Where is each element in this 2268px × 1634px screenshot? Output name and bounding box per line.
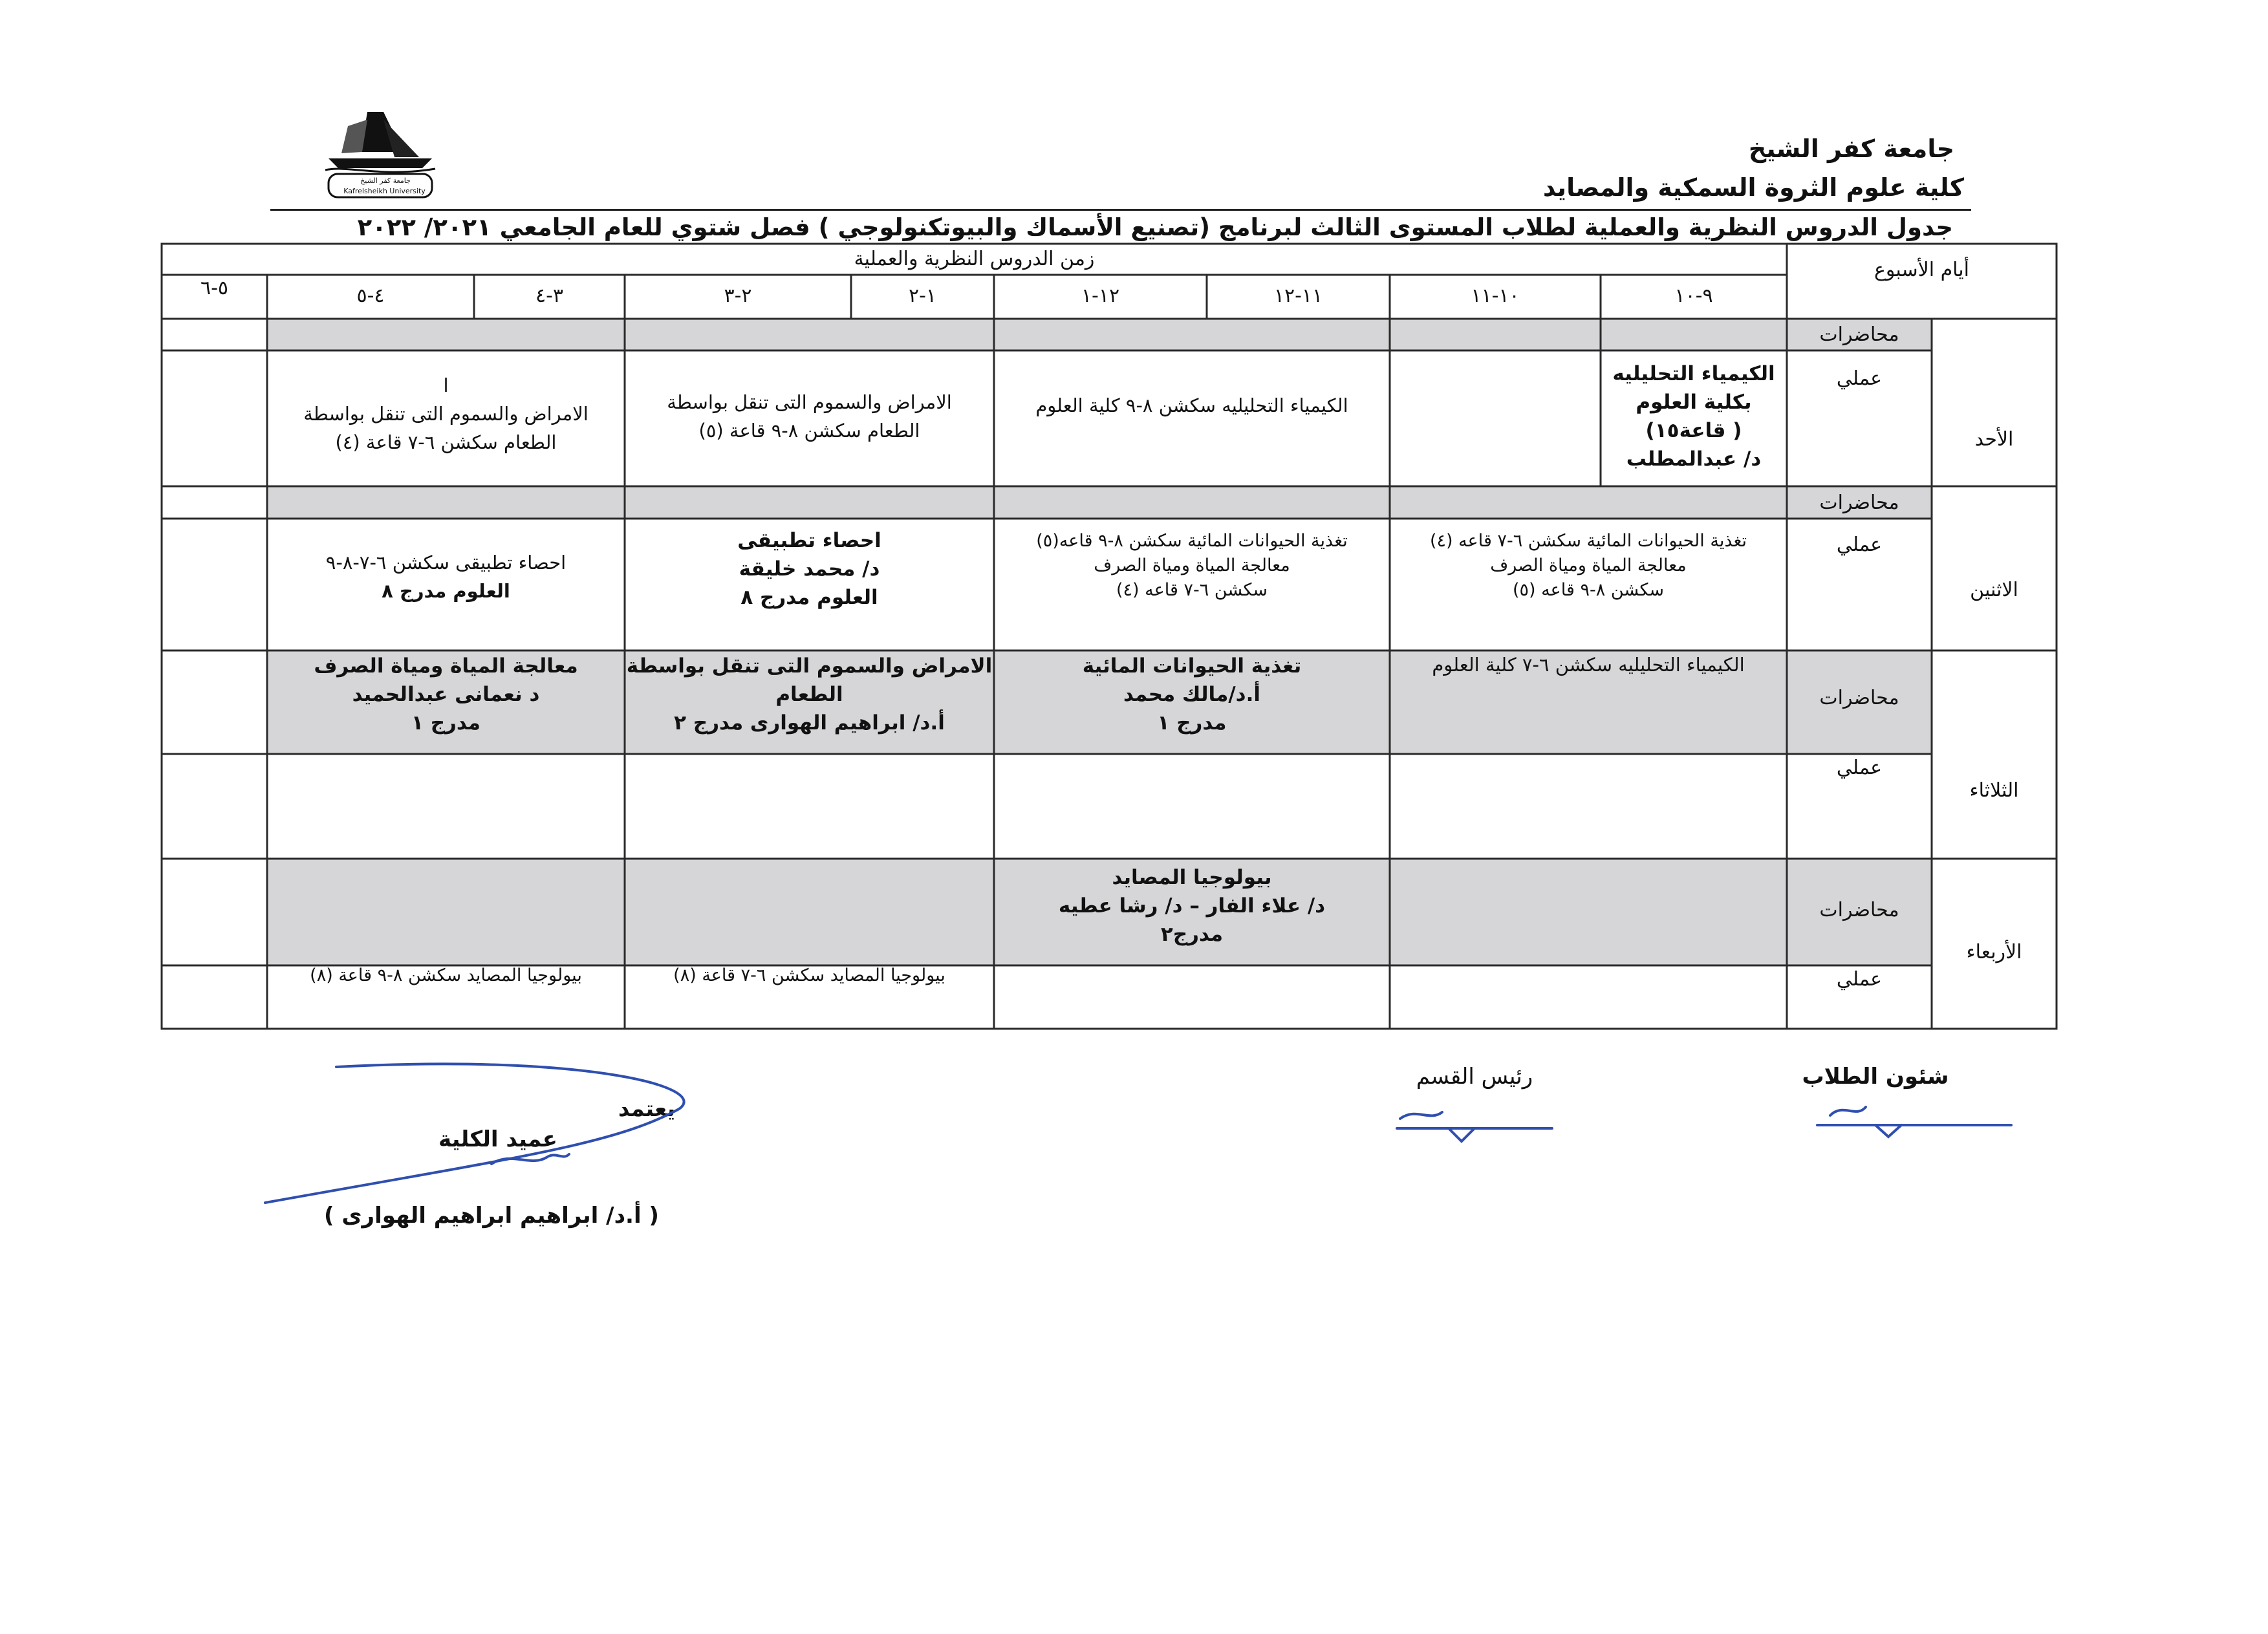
- slot-3-4: ٣-٤: [535, 285, 564, 307]
- cell-line: د نعمانى عبدالحميد: [352, 683, 540, 706]
- dean-name: ( أ.د/ ابراهيم ابراهيم الهوارى ): [324, 1203, 659, 1229]
- cell-line: بيولوجيا المصايد سكشن ٨-٩ قاعة (٨): [310, 965, 582, 985]
- cell-line: معالجة المياة ومياة الصرف: [1490, 555, 1687, 575]
- page-title: جدول الدروس النظرية والعملية لطلاب المستوى الثالث لبرنامج (تصنيع الأسماك والبيوتكنولوجي ) فصل شتوي للعام الجامعي ٢٠٢١/ ٢٠٢٢: [357, 213, 1953, 241]
- cell-line: د/ محمد خليقة: [739, 557, 880, 581]
- cell-line: الامراض والسموم التى تنقل بواسطة: [667, 391, 952, 413]
- cell-line: ا: [443, 374, 449, 396]
- cell-line: الكيمياء التحليليه سكشن ٦-٧ كلية العلوم: [1432, 654, 1745, 676]
- slot-10-11: ١٠-١١: [1471, 285, 1520, 307]
- cell-line: مدرج٢: [1160, 923, 1224, 946]
- tue-practical-label: عملي: [1836, 757, 1883, 779]
- day-monday: الاثنين: [1970, 579, 2018, 601]
- cell-line: احصاء تطبيقى سكشن ٦-٧-٨-٩: [325, 552, 567, 574]
- university-name: جامعة كفر الشيخ: [1748, 134, 1954, 163]
- cell-line: بكلية العلوم: [1636, 391, 1752, 414]
- cell-line: بيولوجيا المصايد: [1112, 866, 1272, 889]
- mon-practical-label: عملي: [1836, 533, 1883, 556]
- cell-line: العلوم مدرج ٨: [382, 580, 510, 602]
- slot-12-1: ١٢-١: [1081, 285, 1120, 307]
- sun-lecture-label: محاضرات: [1819, 323, 1899, 346]
- day-wednesday: الأربعاء: [1966, 941, 2022, 963]
- slot-5-6: ٥-٦: [200, 277, 229, 299]
- dean-signature-curve: [265, 1064, 684, 1203]
- cell-line: معالجة المياة ومياة الصرف: [314, 654, 578, 678]
- cell-line: مدرج ١: [411, 711, 481, 735]
- day-sunday: الأحد: [1974, 428, 2014, 451]
- sun-practical-label: عملي: [1836, 367, 1883, 390]
- cell-line: د/ عبدالمطلب: [1626, 447, 1762, 471]
- mon-lecture-label: محاضرات: [1819, 491, 1899, 514]
- slot-2-3: ٢-٣: [724, 285, 752, 307]
- logo-subtext: Kafrelsheikh University: [343, 187, 426, 195]
- wed-practical-label: عملي: [1836, 968, 1883, 991]
- cell-line: الكيمياء التحليليه: [1612, 362, 1775, 385]
- dept-head-label: رئيس القسم: [1416, 1064, 1533, 1090]
- cell-line: تغذية الحيوانات المائية: [1082, 654, 1302, 678]
- cell-line: الطعام: [775, 683, 843, 706]
- time-header: زمن الدروس النظرية والعملية: [854, 248, 1095, 270]
- approve-label: يعتمد: [618, 1096, 676, 1122]
- slot-9-10: ٩-١٠: [1674, 285, 1713, 307]
- cell-line: سكشن ٦-٧ قاعه (٤): [1116, 580, 1268, 600]
- student-affairs-label: شئون الطلاب: [1802, 1064, 1949, 1090]
- cell-line: بيولوجيا المصايد سكشن ٦-٧ قاعة (٨): [673, 965, 945, 985]
- cell-line: أ.د/مالك محمد: [1123, 683, 1260, 706]
- slot-11-12: ١١-١٢: [1273, 285, 1323, 307]
- tue-lecture-label: محاضرات: [1819, 687, 1899, 709]
- cell-line: د/ علاء الفار – د/ رشا عطيه: [1058, 894, 1326, 918]
- cell-line: سكشن ٨-٩ قاعه (٥): [1512, 580, 1665, 600]
- day-tuesday: الثلاثاء: [1969, 779, 2019, 802]
- cell-line: تغذية الحيوانات المائية سكشن ٦-٧ قاعه (٤): [1429, 531, 1747, 551]
- student-affairs-signature: [1830, 1107, 1901, 1137]
- logo-text: جامعة كفر الشيخ: [360, 177, 411, 185]
- cell-line: أ.د/ ابراهيم الهوارى مدرج ٢: [674, 711, 945, 735]
- slot-1-2: ١-٢: [908, 285, 937, 307]
- cell-line: الطعام سكشن ٦-٧ قاعة (٤): [335, 431, 557, 453]
- slot-4-5: ٤-٥: [356, 285, 385, 307]
- dept-head-signature: [1400, 1112, 1474, 1141]
- cell-line: العلوم مدرج ٨: [740, 586, 878, 609]
- cell-line: معالجة المياة ومياة الصرف: [1094, 555, 1290, 575]
- wed-lecture-label: محاضرات: [1819, 899, 1899, 921]
- cell-line: الطعام سكشن ٨-٩ قاعة (٥): [698, 420, 920, 442]
- cell-line: الكيمياء التحليليه سكشن ٨-٩ كلية العلوم: [1035, 394, 1348, 416]
- cell-line: الامراض والسموم التى تنقل بواسطة: [626, 654, 993, 678]
- cell-line: مدرج ١: [1157, 711, 1227, 735]
- faculty-name: كلية علوم الثروة السمكية والمصايد: [1542, 173, 1964, 202]
- cell-line: الامراض والسموم التى تنقل بواسطة: [303, 403, 589, 425]
- days-header: أيام الأسبوع: [1874, 259, 1969, 281]
- cell-line: ( قاعة١٥): [1645, 419, 1742, 442]
- cell-line: احصاء تطبيقى: [737, 529, 881, 552]
- cell-line: تغذية الحيوانات المائية سكشن ٨-٩ قاعه(٥): [1036, 531, 1348, 551]
- dean-title: عميد الكلية: [438, 1126, 557, 1152]
